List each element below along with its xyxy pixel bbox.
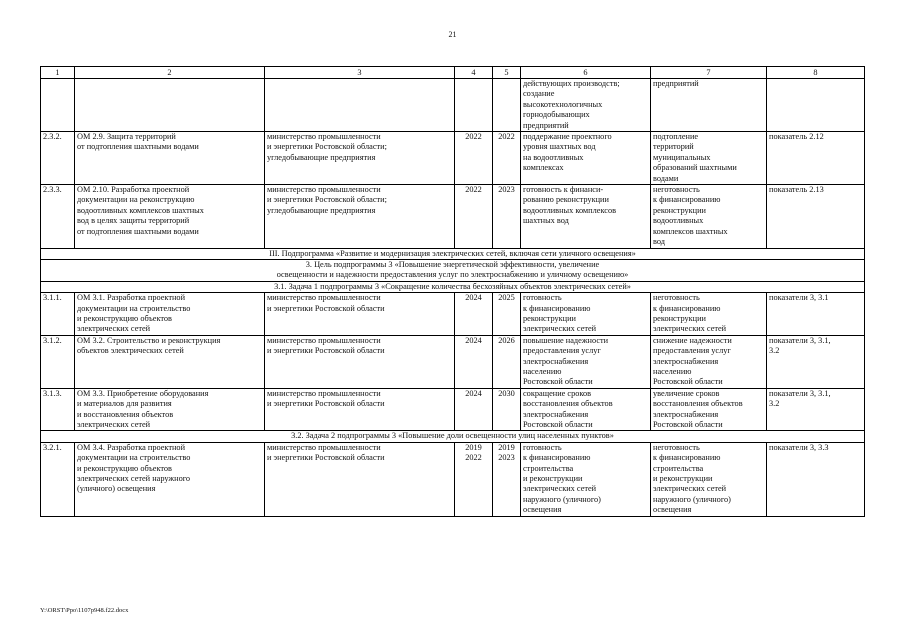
row-number-cell (41, 79, 75, 132)
consequences-cell: увеличение сроков восстановления объектов электроснабжения Ростовской области (651, 388, 767, 431)
table-row (41, 442, 865, 516)
table-row (41, 79, 865, 132)
column-header: 7 (651, 67, 767, 79)
table-body (41, 67, 865, 517)
section-title: 3.1. Задача 1 подпрограммы 3 «Сокращение количества бесхозяйных объектов электрических сетей» (41, 281, 865, 292)
section-header-row (41, 259, 865, 281)
executor-cell: министерство промышленности и энергетики Ростовской области (265, 388, 455, 431)
row-number-cell: 3.2.1. (41, 442, 75, 516)
row-number-cell: 3.1.1. (41, 293, 75, 336)
table-row (41, 293, 865, 336)
end-year-cell (493, 79, 521, 132)
consequences-cell: подтопление территорий муниципальных образований шахтными водами (651, 132, 767, 185)
start-year-cell (455, 79, 493, 132)
footer-file-path: Y:\ORST\Ppo\1107p948.f22.docx (40, 607, 129, 614)
measure-name-cell: ОМ 2.9. Защита территорий от подтопления шахтными водами (75, 132, 265, 185)
consequences-cell: неготовность к финансированию реконструкции электрических сетей (651, 293, 767, 336)
start-year-cell: 2024 (455, 388, 493, 431)
indicator-link-cell: показатель 2.12 (767, 132, 865, 185)
expected-result-cell: готовность к финансированию реконструкции электрических сетей (521, 293, 651, 336)
measures-table (40, 66, 865, 517)
executor-cell (265, 79, 455, 132)
executor-cell: министерство промышленности и энергетики Ростовской области (265, 293, 455, 336)
end-year-cell: 2026 (493, 335, 521, 388)
start-year-cell: 2022 (455, 132, 493, 185)
row-number-cell: 3.1.3. (41, 388, 75, 431)
section-title: 3.2. Задача 2 подпрограммы 3 «Повышение доли освещенности улиц населенных пунктов» (41, 431, 865, 442)
indicator-link-cell: показатели 3, 3.3 (767, 442, 865, 516)
section-header-row (41, 431, 865, 442)
measure-name-cell: ОМ 3.2. Строительство и реконструкция объектов электрических сетей (75, 335, 265, 388)
start-year-cell: 2024 (455, 293, 493, 336)
consequences-cell: неготовность к финансированию реконструкции водоотливных комплексов шахтных вод (651, 185, 767, 248)
indicator-link-cell (767, 79, 865, 132)
expected-result-cell: сокращение сроков восстановления объектов электроснабжения Ростовской области (521, 388, 651, 431)
expected-result-cell: готовность к финансированию строительства и реконструкции электрических сетей наружного (уличного) освещения (521, 442, 651, 516)
consequences-cell: неготовность к финансированию строительства и реконструкции электрических сетей наружного (уличного) освещения (651, 442, 767, 516)
table-row (41, 185, 865, 248)
section-header-row (41, 248, 865, 259)
expected-result-cell: действующих производств; создание высокотехнологичных горнодобывающих предприятий (521, 79, 651, 132)
indicator-link-cell: показатели 3, 3.1 (767, 293, 865, 336)
measure-name-cell: ОМ 3.3. Приобретение оборудования и материалов для развития и восстановления объектов электрических сетей (75, 388, 265, 431)
column-header: 3 (265, 67, 455, 79)
executor-cell: министерство промышленности и энергетики Ростовской области; угледобывающие предприятия (265, 185, 455, 248)
measure-name-cell: ОМ 2.10. Разработка проектной документации на реконструкцию водоотливных комплексов шахтных вод в целях защиты территорий от подтопления шахтными водами (75, 185, 265, 248)
end-year-cell: 2022 (493, 132, 521, 185)
column-header: 6 (521, 67, 651, 79)
executor-cell: министерство промышленности и энергетики Ростовской области; угледобывающие предприятия (265, 132, 455, 185)
end-year-cell: 2023 (493, 185, 521, 248)
row-number-cell: 2.3.2. (41, 132, 75, 185)
end-year-cell: 2019 2023 (493, 442, 521, 516)
page-number: 21 (448, 30, 457, 39)
table-row (41, 335, 865, 388)
start-year-cell: 2022 (455, 185, 493, 248)
executor-cell: министерство промышленности и энергетики Ростовской области (265, 335, 455, 388)
table-row (41, 132, 865, 185)
indicator-link-cell: показатели 3, 3.1, 3.2 (767, 335, 865, 388)
measure-name-cell (75, 79, 265, 132)
consequences-cell: предприятий (651, 79, 767, 132)
table-row (41, 388, 865, 431)
expected-result-cell: готовность к финанси- рованию реконструкции водоотливных комплексов шахтных вод (521, 185, 651, 248)
section-title: III. Подпрограмма «Развитие и модернизация электрических сетей, включая сети уличного освещения» (41, 248, 865, 259)
column-header: 1 (41, 67, 75, 79)
measure-name-cell: ОМ 3.1. Разработка проектной документации на строительство и реконструкцию объектов электрических сетей (75, 293, 265, 336)
column-header: 5 (493, 67, 521, 79)
consequences-cell: снижение надежности предоставления услуг электроснабжения населению Ростовской области (651, 335, 767, 388)
table-header-row (41, 67, 865, 79)
start-year-cell: 2019 2022 (455, 442, 493, 516)
start-year-cell: 2024 (455, 335, 493, 388)
row-number-cell: 2.3.3. (41, 185, 75, 248)
section-title: 3. Цель подпрограммы 3 «Повышение энергетической эффективности, увеличение освещенности и надежности предоставления услуг по электроснабжению и уличному освещению» (41, 259, 865, 281)
row-number-cell: 3.1.2. (41, 335, 75, 388)
indicator-link-cell: показатели 3, 3.1, 3.2 (767, 388, 865, 431)
section-header-row (41, 281, 865, 292)
executor-cell: министерство промышленности и энергетики Ростовской области (265, 442, 455, 516)
column-header: 4 (455, 67, 493, 79)
measure-name-cell: ОМ 3.4. Разработка проектной документации на строительство и реконструкцию объектов электрических сетей наружного (уличного) освещения (75, 442, 265, 516)
indicator-link-cell: показатель 2.13 (767, 185, 865, 248)
end-year-cell: 2025 (493, 293, 521, 336)
end-year-cell: 2030 (493, 388, 521, 431)
column-header: 2 (75, 67, 265, 79)
expected-result-cell: поддержание проектного уровня шахтных вод на водоотливных комплексах (521, 132, 651, 185)
expected-result-cell: повышение надежности предоставления услуг электроснабжения населению Ростовской области (521, 335, 651, 388)
column-header: 8 (767, 67, 865, 79)
